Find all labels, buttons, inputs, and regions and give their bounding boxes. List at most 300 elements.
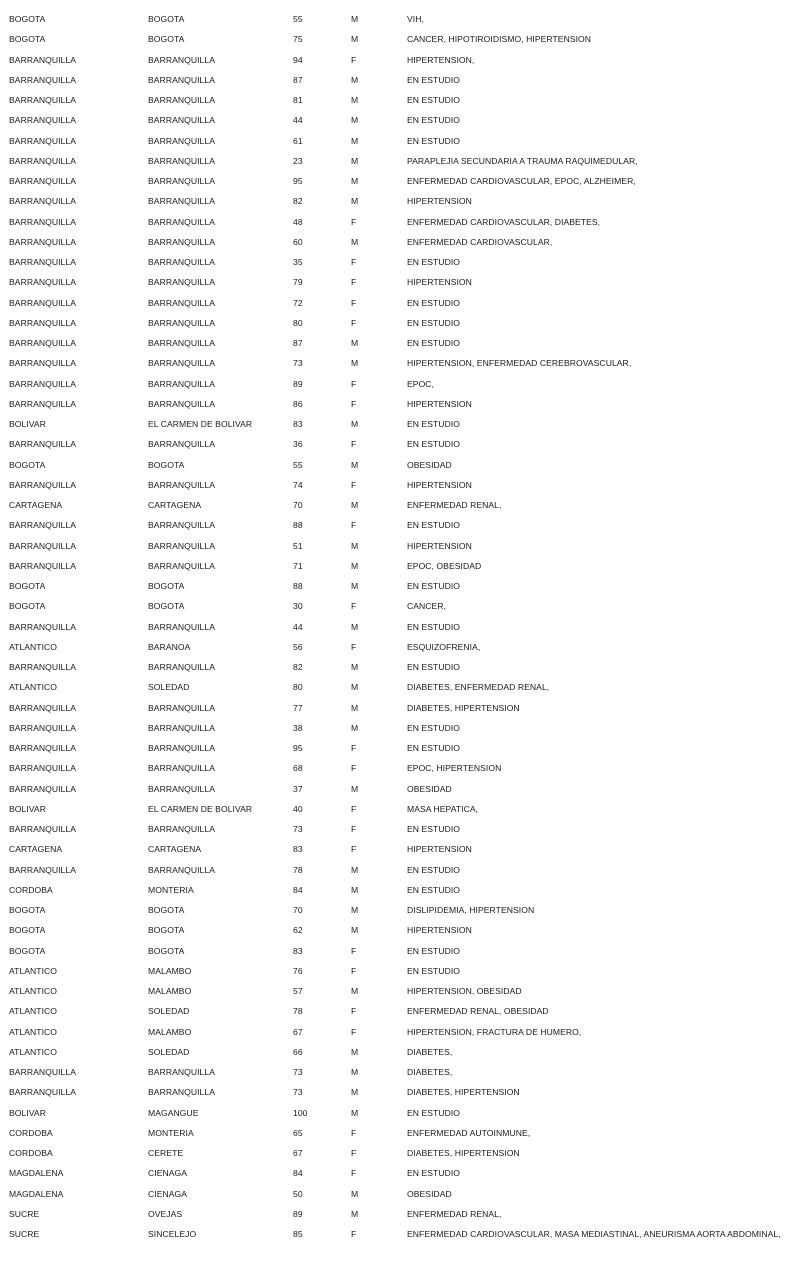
age-cell: 78: [293, 864, 303, 875]
department-cell: BARRANQUILLA: [9, 176, 76, 186]
table-row: [0, 1184, 788, 1204]
age-cell: 85: [293, 1229, 303, 1239]
age-cell: 55: [293, 459, 303, 470]
sex-cell: M: [351, 662, 359, 672]
city-cell: BARRANQUILLA: [148, 722, 215, 733]
city-cell: CARTAGENA: [148, 844, 202, 855]
department-cell: CARTAGENA: [9, 500, 63, 510]
department-cell: BARRANQUILLA: [9, 115, 76, 126]
sex-cell: M: [351, 783, 359, 794]
table-row: [0, 839, 788, 859]
table-row: [0, 1062, 788, 1082]
sex-cell: F: [351, 1026, 357, 1037]
sex-cell: M: [351, 236, 359, 247]
age-cell: 38: [293, 722, 303, 733]
sex-cell: M: [351, 925, 359, 936]
diagnosis-cell: DIABETES, HIPERTENSION: [407, 1087, 520, 1098]
department-cell: CORDOBA: [9, 1148, 53, 1158]
table-row: [0, 29, 788, 49]
department-cell: BARRANQUILLA: [9, 621, 76, 632]
sex-cell: M: [351, 581, 359, 591]
city-cell: EL CARMEN DE BOLIVAR: [148, 803, 253, 814]
city-cell: BARRANQUILLA: [148, 763, 215, 774]
diagnosis-cell: HIPERTENSION: [407, 398, 472, 409]
age-cell: 89: [293, 1208, 303, 1219]
sex-cell: F: [351, 1127, 357, 1138]
sex-cell: M: [351, 884, 359, 895]
diagnosis-cell: EN ESTUDIO: [407, 419, 461, 429]
diagnosis-cell: DIABETES, HIPERTENSION: [407, 1148, 520, 1158]
age-cell: 60: [293, 236, 303, 247]
city-cell: BOGOTA: [148, 34, 185, 45]
diagnosis-cell: PARAPLEJIA SECUNDARIA A TRAUMA RAQUIMEDULAR,: [407, 155, 638, 166]
table-row: [0, 617, 788, 637]
age-cell: 86: [293, 398, 303, 409]
city-cell: BARRANQUILLA: [148, 560, 215, 571]
table-row: [0, 677, 788, 697]
table-row: [0, 151, 788, 171]
department-cell: BARRANQUILLA: [9, 702, 76, 713]
diagnosis-cell: EN ESTUDIO: [407, 135, 461, 146]
diagnosis-cell: VIH,: [407, 14, 424, 24]
sex-cell: M: [351, 338, 359, 348]
age-cell: 70: [293, 500, 303, 510]
department-cell: BOGOTA: [9, 34, 46, 45]
sex-cell: F: [351, 763, 357, 774]
sex-cell: M: [351, 905, 359, 915]
age-cell: 75: [293, 34, 303, 45]
sex-cell: F: [351, 1229, 357, 1239]
department-cell: BARRANQUILLA: [9, 317, 76, 328]
sex-cell: F: [351, 824, 357, 834]
city-cell: SOLEDAD: [148, 1046, 190, 1057]
age-cell: 71: [293, 560, 303, 571]
sex-cell: M: [351, 358, 359, 369]
age-cell: 84: [293, 1168, 303, 1179]
sex-cell: M: [351, 14, 359, 24]
city-cell: BOGOTA: [148, 601, 185, 612]
diagnosis-cell: ENFERMEDAD CARDIOVASCULAR, DIABETES,: [407, 216, 601, 227]
department-cell: BARRANQUILLA: [9, 824, 76, 834]
department-cell: CARTAGENA: [9, 844, 63, 855]
table-row: [0, 313, 788, 333]
city-cell: BARRANQUILLA: [148, 54, 215, 65]
city-cell: BARRANQUILLA: [148, 317, 215, 328]
age-cell: 36: [293, 439, 303, 450]
city-cell: BARRANQUILLA: [148, 95, 215, 105]
table-row: [0, 576, 788, 596]
city-cell: SOLEDAD: [148, 1006, 190, 1017]
sex-cell: F: [351, 520, 357, 531]
city-cell: BARRANQUILLA: [148, 378, 215, 389]
age-cell: 57: [293, 986, 303, 996]
sex-cell: F: [351, 398, 357, 409]
city-cell: BARRANQUILLA: [148, 621, 215, 632]
age-cell: 82: [293, 662, 303, 672]
table-row: [0, 556, 788, 576]
department-cell: BOGOTA: [9, 581, 46, 591]
sex-cell: M: [351, 1067, 359, 1077]
city-cell: BOGOTA: [148, 581, 185, 591]
table-row: [0, 1042, 788, 1062]
department-cell: BARRANQUILLA: [9, 763, 76, 774]
age-cell: 82: [293, 196, 303, 207]
age-cell: 55: [293, 14, 303, 24]
diagnosis-cell: ENFERMEDAD RENAL,: [407, 500, 502, 510]
sex-cell: M: [351, 1046, 359, 1057]
city-cell: BARRANQUILLA: [148, 358, 215, 369]
city-cell: MONTERIA: [148, 1127, 194, 1138]
diagnosis-cell: EN ESTUDIO: [407, 1107, 461, 1118]
department-cell: BARRANQUILLA: [9, 74, 76, 85]
city-cell: BARRANQUILLA: [148, 115, 215, 126]
city-cell: BARRANQUILLA: [148, 479, 215, 490]
department-cell: BARRANQUILLA: [9, 297, 76, 308]
diagnosis-cell: EN ESTUDIO: [407, 884, 461, 895]
department-cell: ATLANTICO: [9, 682, 58, 693]
age-cell: 44: [293, 115, 303, 126]
sex-cell: M: [351, 74, 359, 85]
city-cell: BARRANQUILLA: [148, 1067, 215, 1077]
age-cell: 40: [293, 803, 303, 814]
sex-cell: M: [351, 155, 359, 166]
department-cell: SUCRE: [9, 1208, 40, 1219]
diagnosis-cell: DIABETES,: [407, 1067, 453, 1077]
table-row: [0, 90, 788, 110]
age-cell: 51: [293, 540, 303, 551]
age-cell: 88: [293, 581, 303, 591]
department-cell: BARRANQUILLA: [9, 743, 76, 753]
department-cell: BARRANQUILLA: [9, 520, 76, 531]
sex-cell: M: [351, 95, 359, 105]
sex-cell: M: [351, 196, 359, 207]
city-cell: MALAMBO: [148, 965, 192, 976]
diagnosis-cell: EN ESTUDIO: [407, 965, 461, 976]
table-row: [0, 718, 788, 738]
department-cell: ATLANTICO: [9, 1026, 58, 1037]
table-row: [0, 799, 788, 819]
table-row: [0, 1022, 788, 1042]
age-cell: 23: [293, 155, 303, 166]
department-cell: BARRANQUILLA: [9, 338, 76, 348]
table-row: [0, 900, 788, 920]
sex-cell: F: [351, 945, 357, 956]
sex-cell: F: [351, 1006, 357, 1017]
city-cell: BOGOTA: [148, 945, 185, 956]
city-cell: BARRANQUILLA: [148, 176, 215, 186]
age-cell: 95: [293, 743, 303, 753]
diagnosis-cell: EN ESTUDIO: [407, 115, 461, 126]
table-row: [0, 981, 788, 1001]
city-cell: SOLEDAD: [148, 682, 190, 693]
diagnosis-cell: EN ESTUDIO: [407, 95, 461, 105]
city-cell: BARRANQUILLA: [148, 297, 215, 308]
department-cell: BARRANQUILLA: [9, 662, 76, 672]
diagnosis-cell: EN ESTUDIO: [407, 621, 461, 632]
diagnosis-cell: HIPERTENSION, ENFERMEDAD CEREBROVASCULAR,: [407, 358, 632, 369]
table-row: [0, 293, 788, 313]
age-cell: 100: [293, 1107, 308, 1118]
table-row: [0, 374, 788, 394]
sex-cell: M: [351, 986, 359, 996]
department-cell: BARRANQUILLA: [9, 155, 76, 166]
sex-cell: M: [351, 621, 359, 632]
table-row: [0, 880, 788, 900]
department-cell: BARRANQUILLA: [9, 54, 76, 65]
department-cell: BARRANQUILLA: [9, 95, 76, 105]
sex-cell: F: [351, 1168, 357, 1179]
age-cell: 73: [293, 824, 303, 834]
table-row: [0, 70, 788, 90]
diagnosis-cell: HIPERTENSION: [407, 925, 472, 936]
sex-cell: F: [351, 743, 357, 753]
city-cell: SINCELEJO: [148, 1229, 197, 1239]
sex-cell: F: [351, 844, 357, 855]
diagnosis-cell: HIPERTENSION, OBESIDAD: [407, 986, 522, 996]
diagnosis-cell: ENFERMEDAD CARDIOVASCULAR, EPOC, ALZHEIMER,: [407, 176, 636, 186]
table-row: [0, 536, 788, 556]
age-cell: 83: [293, 419, 303, 429]
city-cell: BARRANQUILLA: [148, 743, 215, 753]
city-cell: MALAMBO: [148, 1026, 192, 1037]
sex-cell: M: [351, 459, 359, 470]
department-cell: ATLANTICO: [9, 1006, 58, 1017]
sex-cell: F: [351, 479, 357, 490]
table-row: [0, 333, 788, 353]
city-cell: BARRANQUILLA: [148, 702, 215, 713]
diagnosis-cell: EN ESTUDIO: [407, 662, 461, 672]
age-cell: 87: [293, 338, 303, 348]
diagnosis-cell: ENFERMEDAD RENAL, OBESIDAD: [407, 1006, 549, 1017]
city-cell: BARRANQUILLA: [148, 257, 215, 267]
age-cell: 48: [293, 216, 303, 227]
sex-cell: M: [351, 176, 359, 186]
department-cell: BARRANQUILLA: [9, 236, 76, 247]
sex-cell: M: [351, 540, 359, 551]
diagnosis-cell: OBESIDAD: [407, 459, 452, 470]
department-cell: BARRANQUILLA: [9, 1067, 76, 1077]
table-row: [0, 637, 788, 657]
age-cell: 81: [293, 95, 303, 105]
table-row: [0, 455, 788, 475]
data-table: [0, 9, 788, 1244]
city-cell: BARRANQUILLA: [148, 196, 215, 207]
department-cell: ATLANTICO: [9, 1046, 58, 1057]
table-row: [0, 232, 788, 252]
department-cell: CORDOBA: [9, 1127, 53, 1138]
city-cell: CIENAGA: [148, 1188, 188, 1199]
department-cell: BOGOTA: [9, 925, 46, 936]
table-row: [0, 475, 788, 495]
city-cell: BARRANQUILLA: [148, 398, 215, 409]
department-cell: BARRANQUILLA: [9, 560, 76, 571]
age-cell: 67: [293, 1026, 303, 1037]
city-cell: BARRANQUILLA: [148, 155, 215, 166]
sex-cell: F: [351, 317, 357, 328]
diagnosis-cell: EN ESTUDIO: [407, 297, 461, 308]
age-cell: 73: [293, 358, 303, 369]
age-cell: 79: [293, 277, 303, 288]
department-cell: ATLANTICO: [9, 641, 58, 652]
department-cell: BARRANQUILLA: [9, 439, 76, 450]
city-cell: BARRANQUILLA: [148, 520, 215, 531]
sex-cell: F: [351, 277, 357, 288]
sex-cell: M: [351, 722, 359, 733]
diagnosis-cell: HIPERTENSION: [407, 196, 472, 207]
diagnosis-cell: EPOC, HIPERTENSION: [407, 763, 502, 774]
age-cell: 37: [293, 783, 303, 794]
department-cell: BARRANQUILLA: [9, 196, 76, 207]
age-cell: 66: [293, 1046, 303, 1057]
city-cell: BARANOA: [148, 641, 191, 652]
sex-cell: M: [351, 1188, 359, 1199]
table-row: [0, 961, 788, 981]
age-cell: 70: [293, 905, 303, 915]
department-cell: ATLANTICO: [9, 965, 58, 976]
age-cell: 61: [293, 135, 303, 146]
department-cell: MAGDALENA: [9, 1168, 64, 1179]
city-cell: EL CARMEN DE BOLIVAR: [148, 419, 253, 429]
city-cell: BARRANQUILLA: [148, 135, 215, 146]
age-cell: 77: [293, 702, 303, 713]
table-row: [0, 1143, 788, 1163]
city-cell: BARRANQUILLA: [148, 1087, 215, 1098]
age-cell: 88: [293, 520, 303, 531]
city-cell: CIENAGA: [148, 1168, 188, 1179]
department-cell: BARRANQUILLA: [9, 216, 76, 227]
diagnosis-cell: EN ESTUDIO: [407, 945, 461, 956]
table-row: [0, 110, 788, 130]
age-cell: 72: [293, 297, 303, 308]
table-row: [0, 252, 788, 272]
city-cell: OVEJAS: [148, 1208, 183, 1219]
table-row: [0, 941, 788, 961]
age-cell: 83: [293, 844, 303, 855]
city-cell: BARRANQUILLA: [148, 74, 215, 85]
sex-cell: M: [351, 1087, 359, 1098]
table-row: [0, 657, 788, 677]
age-cell: 65: [293, 1127, 303, 1138]
age-cell: 87: [293, 74, 303, 85]
city-cell: CERETE: [148, 1148, 184, 1158]
diagnosis-cell: DIABETES,: [407, 1046, 453, 1057]
table-row: [0, 1082, 788, 1102]
department-cell: BARRANQUILLA: [9, 722, 76, 733]
department-cell: BARRANQUILLA: [9, 257, 76, 267]
diagnosis-cell: OBESIDAD: [407, 1188, 452, 1199]
age-cell: 83: [293, 945, 303, 956]
age-cell: 56: [293, 641, 303, 652]
age-cell: 78: [293, 1006, 303, 1017]
sex-cell: M: [351, 1208, 359, 1219]
sex-cell: M: [351, 419, 359, 429]
age-cell: 76: [293, 965, 303, 976]
department-cell: BARRANQUILLA: [9, 358, 76, 369]
table-row: [0, 50, 788, 70]
age-cell: 50: [293, 1188, 303, 1199]
diagnosis-cell: HIPERTENSION, FRACTURA DE HUMERO,: [407, 1026, 582, 1037]
department-cell: SUCRE: [9, 1229, 40, 1239]
department-cell: BOGOTA: [9, 459, 46, 470]
table-row: [0, 1103, 788, 1123]
diagnosis-cell: ENFERMEDAD RENAL,: [407, 1208, 502, 1219]
diagnosis-cell: HIPERTENSION,: [407, 54, 475, 65]
diagnosis-cell: EN ESTUDIO: [407, 439, 461, 450]
city-cell: BARRANQUILLA: [148, 783, 215, 794]
diagnosis-cell: ENFERMEDAD CARDIOVASCULAR,: [407, 236, 553, 247]
table-row: [0, 758, 788, 778]
sex-cell: F: [351, 601, 357, 612]
age-cell: 95: [293, 176, 303, 186]
city-cell: BARRANQUILLA: [148, 277, 215, 288]
city-cell: BARRANQUILLA: [148, 824, 215, 834]
age-cell: 89: [293, 378, 303, 389]
table-row: [0, 1163, 788, 1183]
table-row: [0, 9, 788, 29]
age-cell: 68: [293, 763, 303, 774]
department-cell: BARRANQUILLA: [9, 540, 76, 551]
diagnosis-cell: HIPERTENSION: [407, 479, 472, 490]
diagnosis-cell: ESQUIZOFRENIA,: [407, 641, 481, 652]
diagnosis-cell: EN ESTUDIO: [407, 722, 461, 733]
table-row: [0, 212, 788, 232]
sex-cell: M: [351, 135, 359, 146]
sex-cell: M: [351, 702, 359, 713]
city-cell: BOGOTA: [148, 905, 185, 915]
diagnosis-cell: HIPERTENSION: [407, 844, 472, 855]
city-cell: BARRANQUILLA: [148, 439, 215, 450]
department-cell: BOGOTA: [9, 945, 46, 956]
city-cell: MAGANGUE: [148, 1107, 199, 1118]
department-cell: BOLIVAR: [9, 803, 46, 814]
sex-cell: M: [351, 864, 359, 875]
table-row: [0, 1123, 788, 1143]
table-row: [0, 819, 788, 839]
table-row: [0, 394, 788, 414]
table-row: [0, 920, 788, 940]
diagnosis-cell: OBESIDAD: [407, 783, 452, 794]
diagnosis-cell: HIPERTENSION: [407, 540, 472, 551]
age-cell: 30: [293, 601, 303, 612]
city-cell: BARRANQUILLA: [148, 864, 215, 875]
sex-cell: F: [351, 965, 357, 976]
age-cell: 73: [293, 1067, 303, 1077]
sex-cell: M: [351, 682, 359, 693]
diagnosis-cell: ENFERMEDAD CARDIOVASCULAR, MASA MEDIASTINAL, ANEURISMA AORTA ABDOMINAL,: [407, 1229, 781, 1239]
diagnosis-cell: DIABETES, HIPERTENSION: [407, 702, 520, 713]
diagnosis-cell: HIPERTENSION: [407, 277, 472, 288]
table-row: [0, 434, 788, 454]
age-cell: 94: [293, 54, 303, 65]
table-row: [0, 353, 788, 373]
table-row: [0, 515, 788, 535]
department-cell: BARRANQUILLA: [9, 135, 76, 146]
table-row: [0, 1204, 788, 1224]
diagnosis-cell: EN ESTUDIO: [407, 743, 461, 753]
department-cell: BARRANQUILLA: [9, 479, 76, 490]
city-cell: BOGOTA: [148, 925, 185, 936]
age-cell: 44: [293, 621, 303, 632]
diagnosis-cell: EN ESTUDIO: [407, 520, 461, 531]
city-cell: BARRANQUILLA: [148, 662, 215, 672]
age-cell: 80: [293, 682, 303, 693]
table-row: [0, 414, 788, 434]
city-cell: MONTERIA: [148, 884, 194, 895]
diagnosis-cell: EPOC, OBESIDAD: [407, 560, 482, 571]
table-row: [0, 131, 788, 151]
department-cell: BOGOTA: [9, 905, 46, 915]
table-row: [0, 698, 788, 718]
